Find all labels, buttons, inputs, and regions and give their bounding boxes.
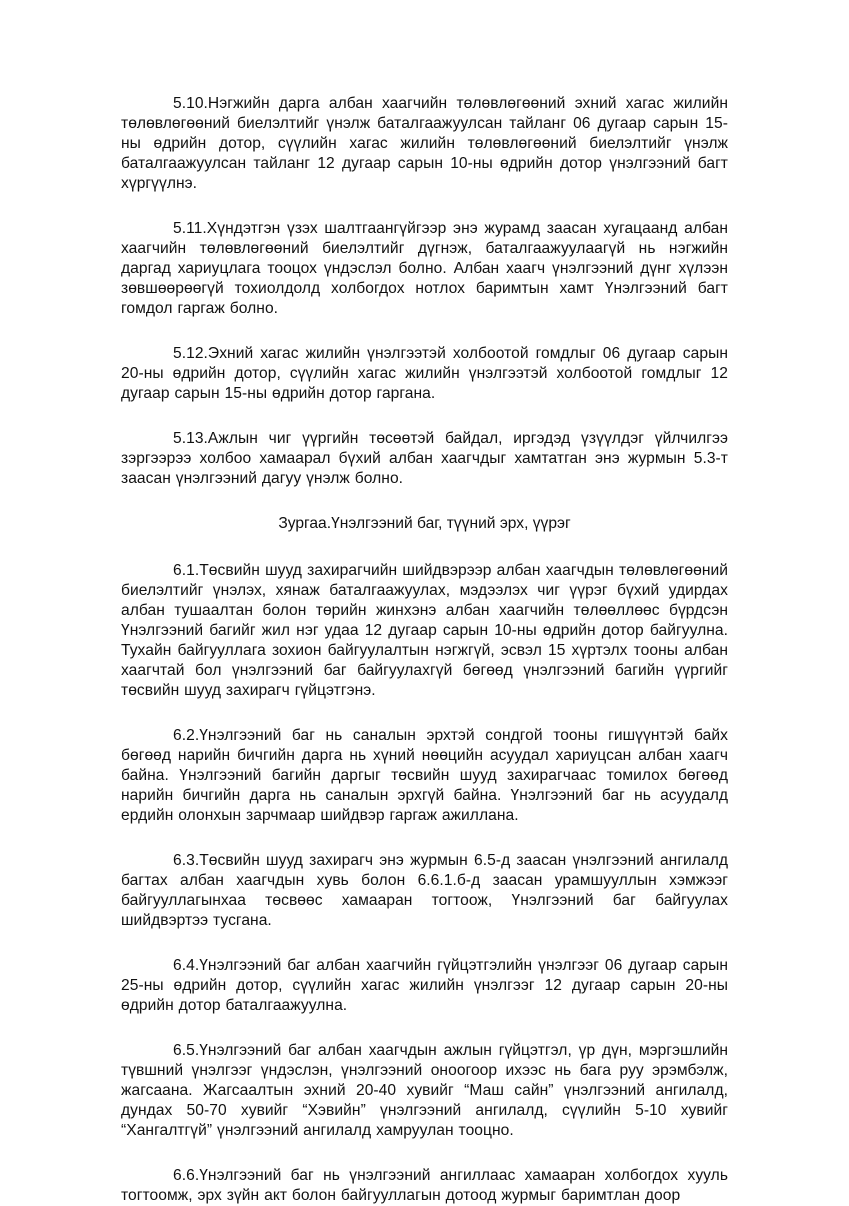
paragraph-6-5: 6.5.Үнэлгээний баг албан хаагчдын ажлын гүйцэтгэл, үр дүн, мэргэшлийн түвшний үнэлгээг үндэслэн, үнэлгээний оноогоор ихээс нь бага руу эрэмбэлж, жагсаана. Жагсаалтын эхний 20-40 хувийг “Маш сайн” үнэлгээний ангилалд, дундах 50-70 хувийг “Хэвийн” үнэлгээний ангилалд, сүүлийн 5-10 хувийг “Хангалтгүй” үнэлгээний ангилалд хамруулан тооцно. [121,1042,728,1139]
paragraph-6-1: 6.1.Төсвийн шууд захирагчийн шийдвэрээр албан хаагчдын төлөвлөгөөний биелэлтийг үнэлэх, хянаж баталгаажуулах, мэдээлэх чиг үүрэг бүхий удирдах албан тушаалтан болон төрийн жинхэнэ албан хаагчийн төлөөллөөс бүрдсэн Үнэлгээний багийг жил нэг удаа 12 дугаар сарын 10-ны өдрийн дотор байгуулна. Тухайн байгууллага зохион байгуулалтын нэгжгүй, эсвэл 15 хүртэлх тооны албан хаагчтай бол үнэлгээний баг байгуулахгүй бөгөөд үнэлгээний багийн үүргийг төсвийн шууд захирагч гүйцэтгэнэ. [121,562,728,699]
section-heading-six: Зургаа.Үнэлгээний баг, түүний эрх, үүрэг [278,515,571,532]
paragraph-6-3: 6.3.Төсвийн шууд захирагч энэ журмын 6.5-д заасан үнэлгээний ангилалд багтах албан хаагчдын хувь болон 6.6.1.б-д заасан урамшууллын хэмжээг байгууллагынхаа төсвөөс хамааран тогтоож, Үнэлгээний баг байгуулах шийдвэртээ тусгана. [121,852,728,929]
paragraph-6-4: 6.4.Үнэлгээний баг албан хаагчийн гүйцэтгэлийн үнэлгээг 06 дугаар сарын 25-ны өдрийн дотор, сүүлийн хагас жилийн үнэлгээг 12 дугаар сарын 20-ны өдрийн дотор баталгаажуулна. [121,957,728,1014]
document-body [121,94,728,1206]
paragraph-5-12: 5.12.Эхний хагас жилийн үнэлгээтэй холбоотой гомдлыг 06 дугаар сарын 20-ны өдрийн дотор, сүүлийн хагас жилийн үнэлгээтэй холбоотой гомдлыг 12 дугаар сарын 15-ны өдрийн дотор гаргана. [121,345,728,402]
paragraph-5-10: 5.10.Нэгжийн дарга албан хаагчийн төлөвлөгөөний эхний хагас жилийн төлөвлөгөөний биелэлтийг үнэлж баталгаажуулсан тайланг 06 дугаар сарын 15-ны өдрийн дотор, сүүлийн хагас жилийн төлөвлөгөөний биелэлтийг үнэлж баталгаажуулсан тайланг 12 дугаар сарын 10-ны өдрийн дотор үнэлгээний багт хүргүүлнэ. [121,95,728,192]
paragraph-6-2: 6.2.Үнэлгээний баг нь саналын эрхтэй сондгой тооны гишүүнтэй байх бөгөөд нарийн бичгийн дарга нь хүний нөөцийн асуудал хариуцсан албан хаагч байна. Үнэлгээний багийн даргыг төсвийн шууд захирагчаас томилох бөгөөд нарийн бичгийн дарга нь саналын эрхгүй байна. Үнэлгээний баг нь асуудалд ердийн олонхын зарчмаар шийдвэр гаргаж ажиллана. [121,727,728,824]
paragraph-6-6: 6.6.Үнэлгээний баг нь үнэлгээний ангиллаас хамааран холбогдох хууль тогтоомж, эрх зүйн акт болон байгууллагын дотоод журмыг баримтлан доор [121,1167,728,1204]
paragraph-5-11: 5.11.Хүндэтгэн үзэх шалтгаангүйгээр энэ журамд заасан хугацаанд албан хаагчийн төлөвлөгөөний биелэлтийг дүгнэж, баталгаажуулаагүй нь нэгжийн даргад хариуцлага тооцох үндэслэл болно. Албан хаагч үнэлгээний дүнг хүлээн зөвшөөрөөгүй тохиолдолд холбогдох нотлох баримтын хамт Үнэлгээний багт гомдол гаргаж болно. [121,220,728,317]
paragraph-5-13: 5.13.Ажлын чиг үүргийн төсөөтэй байдал, иргэдэд үзүүлдэг үйлчилгээ зэргээрээ холбоо хамаарал бүхий албан хаагчдыг хамтатган энэ журмын 5.3-т заасан үнэлгээний дагуу үнэлж болно. [121,430,728,487]
